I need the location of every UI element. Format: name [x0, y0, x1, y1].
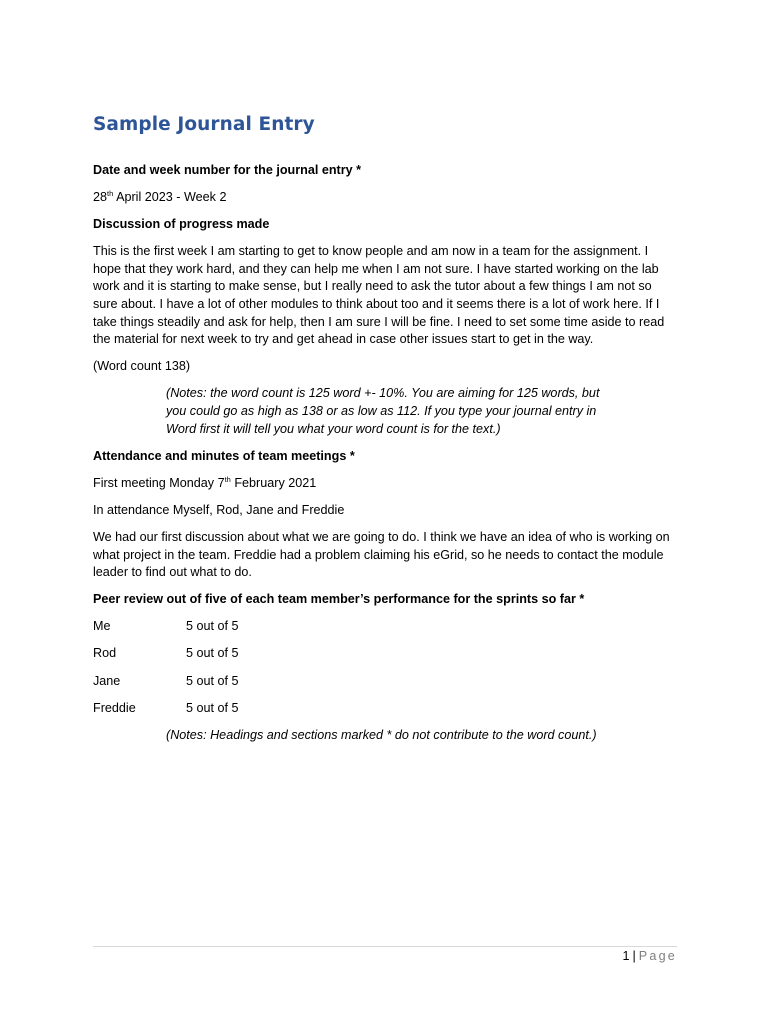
- peer-review-row: [93, 673, 677, 691]
- word-count-note: (Notes: the word count is 125 word +- 10%. You are aiming for 125 words, but you could go as high as 138 or as low as 112. If you type your journal entry in Word first it will tell you what your word count is for the text.): [166, 386, 600, 436]
- page-title: Sample Journal Entry: [93, 114, 315, 135]
- member-name: Rod: [93, 646, 117, 661]
- attendance-text: In attendance Myself, Rod, Jane and Freddie: [93, 502, 345, 517]
- date-rest: April 2023 - Week 2: [113, 190, 227, 205]
- date-suffix: th: [107, 189, 114, 199]
- meeting-date: [93, 475, 677, 493]
- date-heading: Date and week number for the journal entry *: [93, 163, 362, 177]
- member-score: 5 out of 5: [186, 700, 239, 715]
- page-number: 1: [622, 949, 630, 963]
- attendance-heading: Attendance and minutes of team meetings *: [93, 448, 355, 463]
- date-line: [93, 189, 677, 207]
- headings-note: (Notes: Headings and sections marked * do not contribute to the word count.): [166, 727, 597, 742]
- meeting-suffix: th: [224, 474, 231, 484]
- member-score: 5 out of 5: [186, 646, 239, 661]
- meeting-prefix: First meeting Monday 7: [93, 475, 225, 490]
- peer-review-heading: Peer review out of five of each team member’s performance for the sprints so far *: [93, 592, 585, 607]
- member-name: Jane: [93, 673, 121, 688]
- peer-review-row: [93, 645, 677, 663]
- footer-separator: |: [632, 949, 636, 963]
- progress-text: This is the first week I am starting to get to know people and am now in a team for the assignment. I hope that they work hard, and they can help me when I am not sure. I have started working on the lab work and it is starting to make sense, but I really need to ask the tutor about a few things I am not so sure about. I have a lot of other modules to think about too and it seems there is a lot of work here. If I take things steadily and ask for help, then I am sure I will be fine. I need to set some time aside to read the material for next week to try and get ahead in case other issues start to get in the way.: [93, 244, 665, 347]
- page-label: Page: [638, 949, 677, 963]
- document-body: [93, 114, 677, 754]
- member-name: Freddie: [93, 700, 136, 715]
- date-day: 28: [93, 190, 108, 205]
- minutes-text: We had our first discussion about what we are going to do. I think we have an idea of who is working on what project in the team. Freddie had a problem claiming his eGrid, so he needs to contact the module leader to find out what to do.: [93, 530, 670, 580]
- member-score: 5 out of 5: [186, 673, 239, 688]
- page-footer: [93, 946, 677, 963]
- peer-review-row: [93, 700, 677, 718]
- peer-review-list: [93, 618, 677, 717]
- member-name: Me: [93, 619, 111, 634]
- peer-review-row: [93, 618, 677, 636]
- member-score: 5 out of 5: [186, 619, 239, 634]
- meeting-rest: February 2021: [230, 475, 317, 490]
- word-count: (Word count 138): [93, 359, 191, 374]
- progress-heading: Discussion of progress made: [93, 217, 270, 232]
